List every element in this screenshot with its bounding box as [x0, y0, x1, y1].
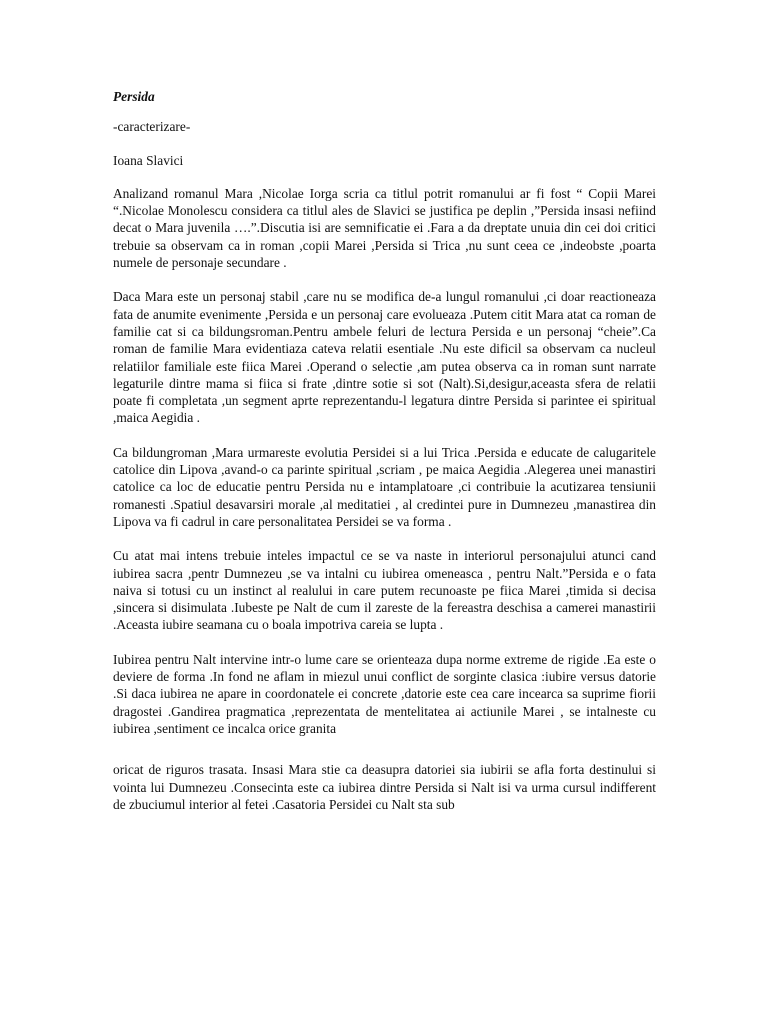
- document-title: Persida: [113, 89, 155, 104]
- paragraph-2: Daca Mara este un personaj stabil ,care nu se modifica de-a lungul romanului ,ci doar reactioneaza fata de anumite evenimente ,Persida e un personaj care evolueaza .Putem citit Mara atat ca roman de familie cat si ca bildungsroman.Pentru ambele feluri de lectura Persida e un personaj “cheie”.Ca roman de familie Mara evidentiaza cateva relatii esentiale .Nu este dificil sa observam ca nucleul relatiilor familiale este fiica Marei .Operand o selectie ,am putea observa ca in roman sunt narrate legaturile dintre mama si fiica si frate ,dintre sotie si sot (Nalt).Si,desigur,aceasta sfera de relatii poate fi completata ,un segment aprte reprezentandu-l legatura dintre Persida si parintee ei spiritual ,maica Aegidia .: [113, 289, 656, 426]
- paragraph-3: Ca bildungroman ,Mara urmareste evolutia Persidei si a lui Trica .Persida e educate de calugaritele catolice din Lipova ,avand-o ca parinte spiritual ,scriam , pe maica Aegidia .Alegerea unei manastiri catolice ca loc de educatie pentru Persida nu e intamplatoare ,ci contribuie la acutizarea tensiunii romanesti .Spatiul desavarsiri morale ,al meditatiei , al credintei pure in Dumnezeu ,manastirea din Lipova va fi cadrul in care personalitatea Persidei se va forma .: [113, 444, 656, 529]
- paragraph-6: oricat de riguros trasata. Insasi Mara stie ca deasupra datoriei sia iubirii se afla forta destinului si vointa lui Dumnezeu .Consecinta este ca iubirea dintre Persida si Nalt isi va urma cursul indifferent de zbuciumul interior al fetei .Casatoria Persidei cu Nalt sta sub: [113, 762, 656, 812]
- paragraph-5: Iubirea pentru Nalt intervine intr-o lume care se orienteaza dupa norme extreme de rigide .Ea este o deviere de forma .In fond ne aflam in miezul unui conflict de sorginte clasica :iubire versus datorie .Si daca iubirea ne apare in coordonatele ei concrete ,datorie este cea care incearca sa suprime fiorii dragostei .Gandirea pragmatica ,reprezentata de mentelitatea ai actiunile Marei , se intalneste cu iubirea ,sentiment ce incalca orice granita: [113, 651, 656, 736]
- paragraph-1: Analizand romanul Mara ,Nicolae Iorga scria ca titlul potrit romanului ar fi fost “ Copii Marei “.Nicolae Monolescu considera ca titlul ales de Slavici se justifica pe deplin ,”Persida insasi nefiind decat o Mara juvenila ….”.Discutia isi are semnificatie ei .Fara a da dreptate unuia din cei doi critici trebuie sa observam ca in roman ,copii Marei ,Persida si Trica ,nu sunt ceea ce ,indeobste ,poarta numele de personaje secundare .: [113, 185, 656, 271]
- paragraph-4: Cu atat mai intens trebuie inteles impactul ce se va naste in interiorul personajului atunci cand iubirea sacra ,pentr Dumnezeu ,se va intalni cu iubirea omeneasca , pentru Nalt.”Persida e o fata naiva si totusi cu un instinct al realului in care putem recunoaste pe fiica Marei ,timida si decisa ,sincera si disimulata .Iubeste pe Nalt de cum il zareste de la fereastra deschisa a camerei manastirii .Aceasta iubire seamana cu o boala impotriva careia se lupta .: [113, 548, 656, 633]
- document-subtitle: -caracterizare-: [113, 119, 191, 135]
- document-page: [113, 88, 656, 830]
- document-author: Ioana Slavici: [113, 152, 184, 168]
